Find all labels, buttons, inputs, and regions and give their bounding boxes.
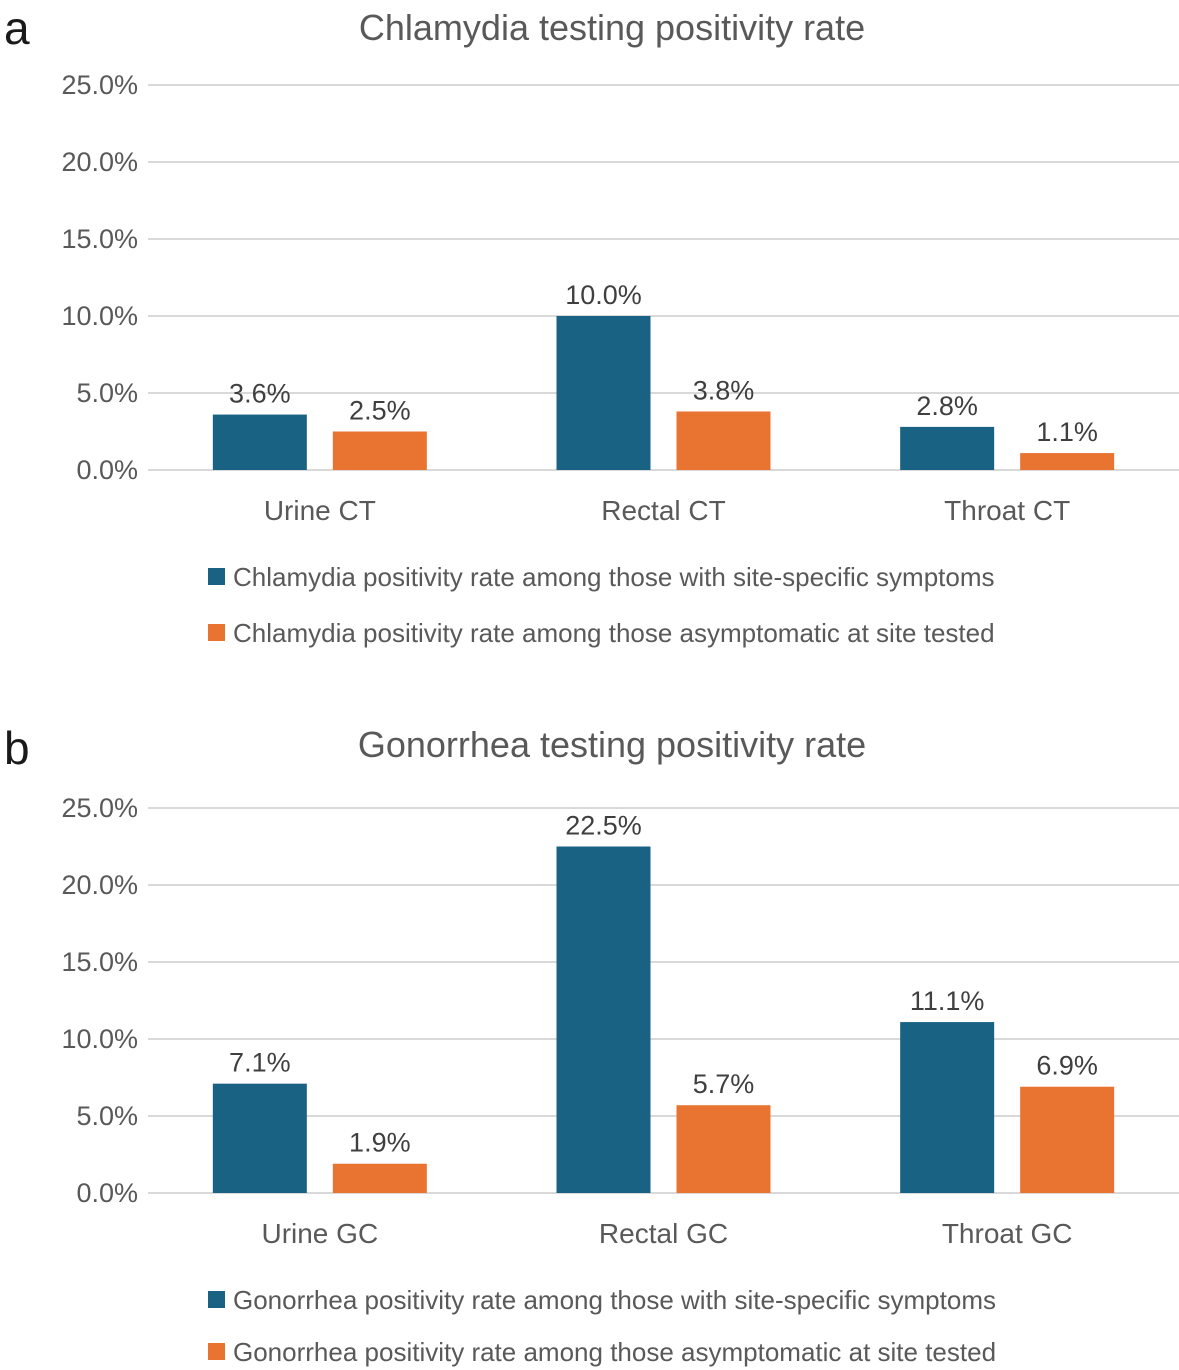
bar-urine-ct-asymptomatic: [333, 432, 427, 471]
bar-rectal-gc-symptomatic: [557, 847, 651, 1194]
legend-label: Gonorrhea positivity rate among those asymptomatic at site tested: [233, 1337, 997, 1367]
y-tick-label: 25.0%: [61, 793, 138, 823]
bar-value-label: 1.1%: [1036, 417, 1098, 448]
y-tick-label: 10.0%: [61, 301, 138, 331]
bar-value-label: 3.6%: [229, 378, 291, 409]
bar-throat-gc-asymptomatic: [1020, 1087, 1114, 1193]
y-tick-label: 25.0%: [61, 70, 138, 100]
chart-title: Gonorrhea testing positivity rate: [357, 724, 867, 765]
chart-title: Chlamydia testing positivity rate: [358, 7, 866, 48]
legend-swatch-symptomatic: [208, 1291, 225, 1308]
y-tick-label: 15.0%: [61, 224, 138, 254]
legend-swatch-asymptomatic: [208, 1343, 225, 1360]
bar-value-label: 2.5%: [349, 395, 411, 426]
legend-label: Gonorrhea positivity rate among those with site-specific symptoms: [233, 1285, 996, 1315]
bar-rectal-gc-asymptomatic: [677, 1105, 771, 1193]
bar-urine-gc-symptomatic: [213, 1084, 307, 1193]
y-tick-label: 5.0%: [76, 378, 138, 408]
bar-value-label: 6.9%: [1036, 1050, 1098, 1081]
y-tick-label: 10.0%: [61, 1024, 138, 1054]
x-category-label: Rectal CT: [601, 495, 726, 526]
bar-throat-ct-asymptomatic: [1020, 453, 1114, 470]
bar-urine-ct-symptomatic: [213, 415, 307, 470]
chart-b-svg: [0, 685, 1179, 1370]
legend-label: Chlamydia positivity rate among those with site-specific symptoms: [233, 562, 995, 592]
bar-value-label: 5.7%: [692, 1069, 755, 1100]
bar-value-label: 7.1%: [229, 1047, 291, 1078]
bar-value-label: 11.1%: [909, 986, 985, 1017]
x-category-label: Throat GC: [941, 1218, 1073, 1249]
y-tick-label: 20.0%: [61, 870, 138, 900]
bar-value-label: 3.8%: [692, 375, 755, 406]
y-tick-label: 20.0%: [61, 147, 138, 177]
y-tick-label: 5.0%: [76, 1101, 138, 1131]
bar-throat-gc-symptomatic: [900, 1022, 994, 1193]
y-tick-label: 0.0%: [76, 1178, 138, 1208]
x-category-label: Rectal GC: [598, 1218, 729, 1249]
y-tick-label: 0.0%: [76, 455, 138, 485]
x-category-label: Urine CT: [263, 495, 376, 526]
bar-urine-gc-asymptomatic: [333, 1164, 427, 1193]
bar-rectal-ct-asymptomatic: [677, 411, 771, 470]
bar-value-label: 1.9%: [349, 1127, 411, 1158]
bar-value-label: 2.8%: [916, 390, 978, 421]
x-category-label: Throat CT: [944, 495, 1071, 526]
panel-b: [0, 685, 1179, 1370]
legend-label: Chlamydia positivity rate among those asymptomatic at site tested: [233, 618, 995, 648]
panel-letter: a: [4, 2, 30, 54]
legend-swatch-asymptomatic: [208, 624, 225, 641]
legend-swatch-symptomatic: [208, 568, 225, 585]
panel-letter: b: [4, 722, 30, 774]
x-category-label: Urine GC: [261, 1218, 379, 1249]
bar-value-label: 10.0%: [565, 280, 642, 310]
bar-throat-ct-symptomatic: [900, 427, 994, 470]
bar-rectal-ct-symptomatic: [557, 316, 651, 470]
bar-value-label: 22.5%: [565, 810, 642, 841]
y-tick-label: 15.0%: [61, 947, 138, 977]
